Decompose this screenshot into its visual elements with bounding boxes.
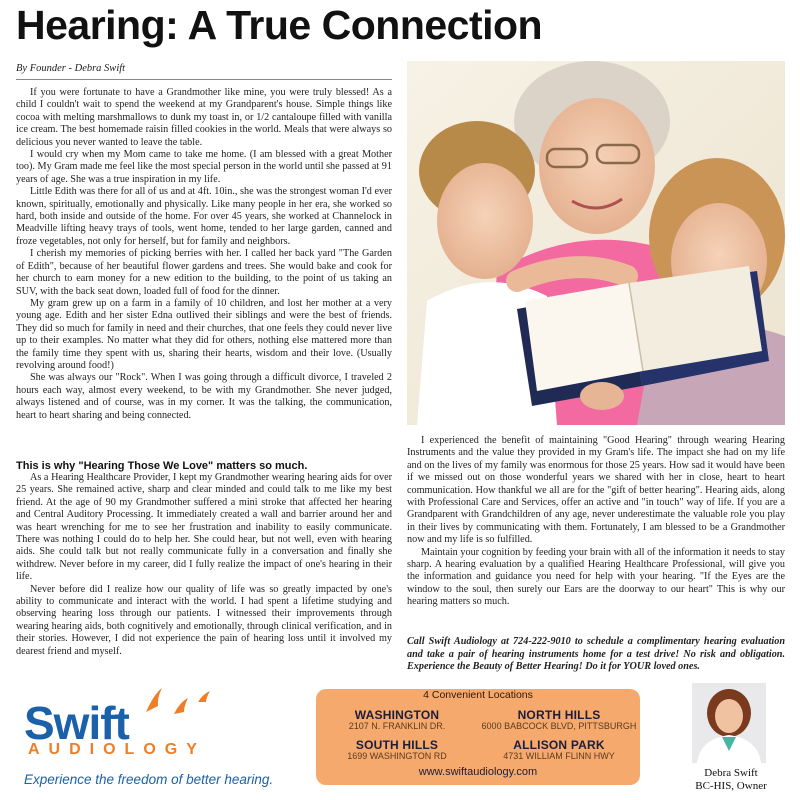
brand-tagline: Experience the freedom of better hearing. bbox=[24, 772, 274, 787]
byline: By Founder - Debra Swift bbox=[16, 63, 126, 74]
owner-caption bbox=[676, 767, 786, 792]
locations-heading: 4 Convenient Locations bbox=[423, 689, 533, 701]
location-address: 1699 WASHINGTON RD bbox=[347, 751, 447, 761]
page-title: Hearing: A True Connection bbox=[16, 2, 543, 48]
paragraph: I experienced the benefit of maintaining "Good Hearing" through wearing Hearing Instruments and the value they provided in my Gram's life. The impact she had on my life and on the lives of my family was enormous for those 25 years. How sad it would have been if we missed out on those wonderful years we shared with her in close, heart to heart communication. How thankful we all are for the "gift of better hearing". Hearing aids, along with Professional Care and Services, offer an active and "in touch" way of life. If you are a Grandparent with Grandchildren of any age, never underestimate the valuable role you play in their lives by communicating with them. Fortunately, I am blessed to be a Grandmother now and my life is so fulfilled. bbox=[407, 435, 785, 546]
article-column-right bbox=[407, 435, 785, 609]
paragraph: I cherish my memories of picking berries with her. I called her back yard "The Garden of Edith", because of her beautiful flower gardens and trees. She would bake and cook for her church to earn money for a new edition to the building, to the point of us taking an SUV, with the back seat down, loaded full of food for the dinner. bbox=[16, 248, 392, 297]
location-address: 2107 N. FRANKLIN DR. bbox=[348, 721, 446, 731]
paragraph: Never before did I realize how our quality of life was so greatly impacted by one's ability to communicate and interact with the world. I had spent a lifetime studying and observing hearing loss through our patients. I witnessed their improvements through wearing hearing aids, both cognitively and emotionally, through clinical verification, and in their stories. However, I did not experience the pain of hearing loss until it involved my dearest friend and myself. bbox=[16, 583, 392, 657]
owner-portrait bbox=[692, 683, 766, 763]
paragraph: As a Hearing Healthcare Provider, I kept my Grandmother wearing hearing aids for over 25 years. She remained active, sharp and clear minded and could talk to me like my best friend. At the age of 90 my Grandmother suffered a mini stroke that affected her hearing and Central Auditory Processing. It immediately created a wall and barrier around her and was heart wrenching for me to see her frustration and inability to easily communicate. There was nothing I could do to help her. She could hear, but not well, even with hearing aids. She could talk but not really communicate fully in a conversation and finally she withdrew. Never before in my career, did I fully realize the impact of one's hearing in their life. bbox=[16, 472, 392, 583]
location-address: 4731 WILLIAM FLINN HWY bbox=[503, 751, 615, 761]
owner-title: BC-HIS, Owner bbox=[695, 779, 767, 792]
owner-name: Debra Swift bbox=[704, 767, 758, 779]
paragraph: She was always our "Rock". When I was going through a difficult divorce, I traveled 2 hours each way, almost every weekend, to be with my Grandmother. She never judged, always listened and of course, was in my corner. It was the talking, the communication, heart to heart sharing and being connected. bbox=[16, 372, 392, 421]
location-address: 6000 BABCOCK BLVD, PITTSBURGH bbox=[481, 721, 637, 731]
website-link[interactable]: www.swiftaudiology.com bbox=[418, 766, 538, 778]
location-allison-park bbox=[478, 738, 640, 761]
birds-logo-icon bbox=[140, 684, 220, 729]
audiology-logo-text: AUDIOLOGY bbox=[28, 741, 206, 758]
family-reading-photo bbox=[407, 61, 785, 425]
paragraph: Maintain your cognition by feeding your brain with all of the information it needs to stay sharp. A hearing evaluation by a qualified Hearing Healthcare Professional, will give you the information and guidance you need for help with your hearing. "If the Eyes are the window to the soul, then surely our Ears are the doorway to our heart" This is why our hearing matters so much. bbox=[407, 546, 785, 608]
location-city: NORTH HILLS bbox=[517, 708, 601, 722]
location-south-hills bbox=[316, 738, 478, 761]
paragraph: Little Edith was there for all of us and at 4ft. 10in., she was the strongest woman I'd ever known, spiritually, emotionally and physically. Like many people in her era, she worked so hard, both inside and outside of the home. For over 45 years, she worked at Channelock in Meadville lifting heavy trays of tools, went home, tended to her large garden, canned and froze vegetables, not only for herself, but for family and neighbors. bbox=[16, 186, 392, 247]
swift-logo-word[interactable]: Swift bbox=[24, 697, 129, 749]
location-north-hills bbox=[478, 708, 640, 731]
location-city: SOUTH HILLS bbox=[355, 738, 439, 752]
location-city: ALLISON PARK bbox=[513, 738, 605, 752]
location-city: WASHINGTON bbox=[354, 708, 440, 722]
call-to-action: Call Swift Audiology at 724-222-9010 to schedule a complimentary hearing evaluation and take a pair of hearing instruments home for a test drive! No risk and obligation. Experience the Beauty of Better Hearing! Do it for YOUR loved ones. bbox=[407, 636, 785, 673]
paragraph: My gram grew up on a farm in a family of 10 children, and lost her mother at a very young age. Edith and her sister Edna outlived their siblings and were the best of friends. They did so much for family in need and their churches, that one feels they could never live up to their examples. No matter what they did for others, nothing else mattered more than the family time they spent with us, sharing their hearts, wisdom and their love. (Usually revolving around food!) bbox=[16, 297, 392, 371]
byline-divider bbox=[16, 79, 392, 80]
article-column-left bbox=[16, 87, 392, 422]
paragraph: If you were fortunate to have a Grandmother like mine, you were truly blessed! As a child I couldn't wait to spend the weekend at my Grandparent's house. Simple things like cocoa with melting marshmallows to dunk my toast in, or 1/2 cantaloupe filled with vanilla ice cream. The best homemade raisin filled cookies in the world. Meals that were always so delicious you never wanted to leave the table. bbox=[16, 87, 392, 148]
location-washington bbox=[316, 708, 478, 731]
locations-box bbox=[316, 689, 640, 785]
article-column-left-lower bbox=[16, 472, 392, 658]
paragraph: I would cry when my Mom came to take me home. (I am blessed with a great Mother too). My Gram made me feel like the most special person in the world until she passed at 91 years of age. She was a true inspiration in my life. bbox=[16, 149, 392, 185]
section-subhead: This is why "Hearing Those We Love" matters so much. bbox=[16, 460, 308, 472]
